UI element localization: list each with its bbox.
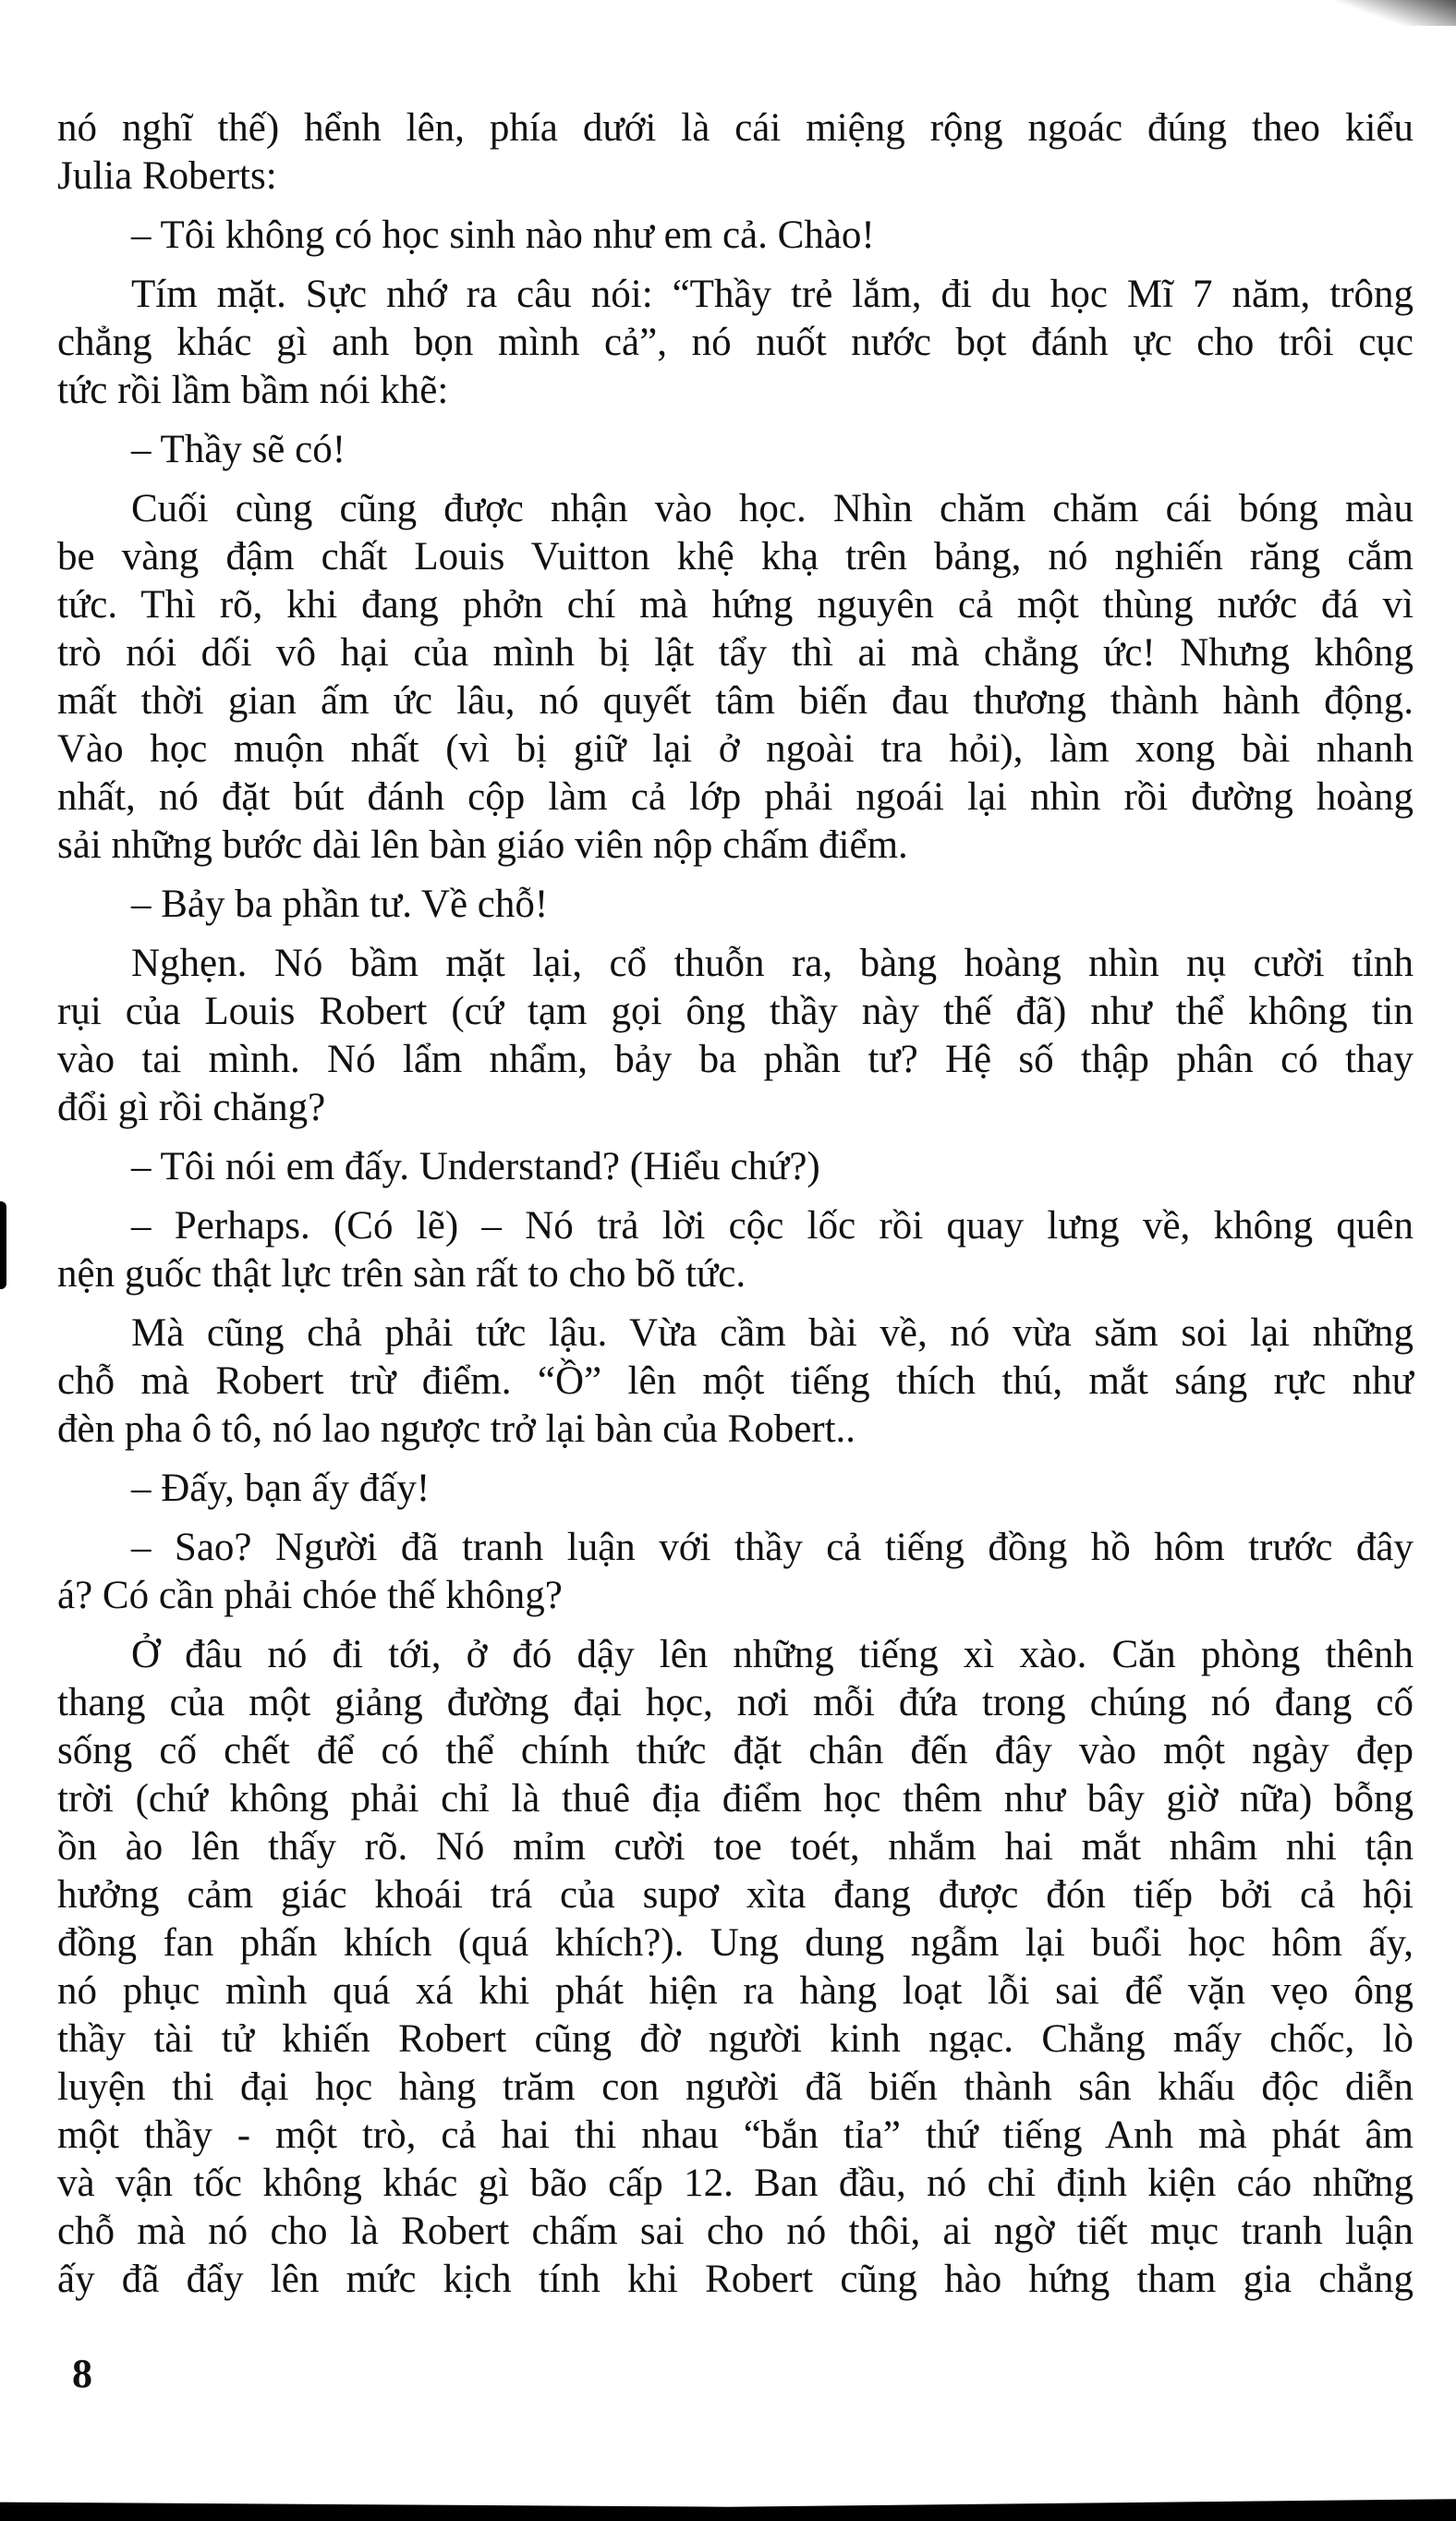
page-body-text (57, 104, 1414, 2304)
scan-bottom-edge (0, 2490, 1456, 2521)
text-line: ấy đã đẩy lên mức kịch tính khi Robert cũng hào hứng tham gia chẳng (57, 2258, 1414, 2301)
paragraph (57, 1631, 1414, 2304)
text-line: – Tôi nói em đấy. Understand? (Hiểu chứ?) (131, 1145, 820, 1188)
paragraph (57, 1309, 1414, 1454)
paragraph (57, 104, 1414, 201)
paragraph (57, 940, 1414, 1132)
paragraph (57, 1202, 1414, 1298)
text-line: thang của một giảng đường đại học, nơi mỗi đứa trong chúng nó đang cố (57, 1681, 1414, 1724)
text-line: tức. Thì rõ, khi đang phởn chí mà hứng nguyên cả một thùng nước đá vì (57, 583, 1414, 627)
text-line: đồng fan phấn khích (quá khích?). Ung dung ngẫm lại buổi học hôm ấy, (57, 1921, 1414, 1965)
paragraph (57, 426, 1414, 474)
text-line: sống cố chết để có thể chính thức đặt chân đến đây vào một ngày đẹp (57, 1729, 1414, 1772)
text-line: một thầy - một trò, cả hai thi nhau “bắn tỉa” thứ tiếng Anh mà phát âm (57, 2113, 1414, 2157)
text-line: be vàng đậm chất Louis Vuitton khệ khạ trên bảng, nó nghiến răng cắm (57, 535, 1414, 578)
text-line: á? Có cần phải chóe thế không? (57, 1574, 563, 1617)
text-line: Mà cũng chả phải tức lậu. Vừa cầm bài về, nó vừa săm soi lại những (131, 1311, 1414, 1355)
paragraph (57, 485, 1414, 870)
text-line: trời (chứ không phải chỉ là thuê địa điểm học thêm như bây giờ nữa) bỗng (57, 1777, 1414, 1821)
text-line: nó phục mình quá xá khi phát hiện ra hàng loạt lỗi sai để vặn vẹo ông (57, 1969, 1414, 2013)
text-line: Nghẹn. Nó bầm mặt lại, cổ thuỗn ra, bàng hoàng nhìn nụ cười tỉnh (131, 942, 1414, 985)
scan-edge-mark (0, 1201, 6, 1289)
paragraph (57, 1143, 1414, 1191)
text-line: – Bảy ba phần tư. Về chỗ! (131, 883, 549, 926)
text-line: nhất, nó đặt bút đánh cộp làm cả lớp phải ngoái lại nhìn rồi đường hoàng (57, 775, 1414, 819)
text-line: sải những bước dài lên bàn giáo viên nộp chấm điểm. (57, 823, 908, 867)
text-line: – Perhaps. (Có lẽ) – Nó trả lời cộc lốc rồi quay lưng về, không quên (131, 1204, 1414, 1248)
scan-corner-shadow (1317, 0, 1456, 26)
text-line: Julia Roberts: (57, 154, 277, 198)
text-line: nó nghĩ thế) hểnh lên, phía dưới là cái miệng rộng ngoác đúng theo kiểu (57, 106, 1414, 150)
text-line: đổi gì rồi chăng? (57, 1086, 326, 1129)
paragraph (57, 271, 1414, 415)
text-line: Ở đâu nó đi tới, ở đó dậy lên những tiếng xì xào. Căn phòng thênh (131, 1633, 1414, 1676)
text-line: rụi của Louis Robert (cứ tạm gọi ông thầy này thế đã) như thể không tin (57, 990, 1414, 1033)
text-line: Tím mặt. Sực nhớ ra câu nói: “Thầy trẻ lắm, đi du học Mĩ 7 năm, trông (131, 273, 1414, 316)
text-line: – Đấy, bạn ấy đấy! (131, 1467, 431, 1510)
text-line: Cuối cùng cũng được nhận vào học. Nhìn chăm chăm cái bóng màu (131, 487, 1414, 530)
text-line: – Sao? Người đã tranh luận với thầy cả tiếng đồng hồ hôm trước đây (131, 1526, 1414, 1569)
text-line: hưởng cảm giác khoái trá của supơ xìta đang được đón tiếp bởi cả hội (57, 1873, 1414, 1917)
text-line: ồn ào lên thấy rõ. Nó mỉm cười toe toét, nhắm hai mắt nhâm nhi tận (57, 1825, 1414, 1869)
text-line: chỗ mà nó cho là Robert chấm sai cho nó thôi, ai ngờ tiết mục tranh luận (57, 2210, 1414, 2253)
text-line: – Tôi không có học sinh nào như em cả. Chào! (131, 213, 875, 257)
text-line: nện guốc thật lực trên sàn rất to cho bõ tức. (57, 1252, 746, 1296)
text-line: mất thời gian ấm ức lâu, nó quyết tâm biến đau thương thành hành động. (57, 679, 1414, 723)
text-line: – Thầy sẽ có! (131, 428, 346, 471)
text-line: chỗ mà Robert trừ điểm. “Ồ” lên một tiếng thích thú, mắt sáng rực như (57, 1359, 1414, 1403)
page-number: 8 (72, 2351, 92, 2396)
paragraph (57, 881, 1414, 929)
text-line: chẳng khác gì anh bọn mình cả”, nó nuốt nước bọt đánh ực cho trôi cục (57, 321, 1414, 364)
text-line: trò nói dối vô hại của mình bị lật tẩy thì ai mà chẳng ức! Nhưng không (57, 631, 1414, 675)
text-line: thầy tài tử khiến Robert cũng đờ người kinh ngạc. Chẳng mấy chốc, lò (57, 2017, 1414, 2061)
text-line: đèn pha ô tô, nó lao ngược trở lại bàn của Robert.. (57, 1407, 856, 1451)
paragraph (57, 1465, 1414, 1513)
paragraph (57, 1524, 1414, 1620)
text-line: tức rồi lầm bầm nói khẽ: (57, 369, 449, 412)
text-line: Vào học muộn nhất (vì bị giữ lại ở ngoài tra hỏi), làm xong bài nhanh (57, 727, 1414, 771)
text-line: luyện thi đại học hàng trăm con người đã biến thành sân khấu độc diễn (57, 2065, 1414, 2109)
text-line: và vận tốc không khác gì bão cấp 12. Ban đầu, nó chỉ định kiện cáo những (57, 2162, 1414, 2205)
paragraph (57, 212, 1414, 260)
text-line: vào tai mình. Nó lẩm nhẩm, bảy ba phần tư? Hệ số thập phân có thay (57, 1038, 1414, 1081)
